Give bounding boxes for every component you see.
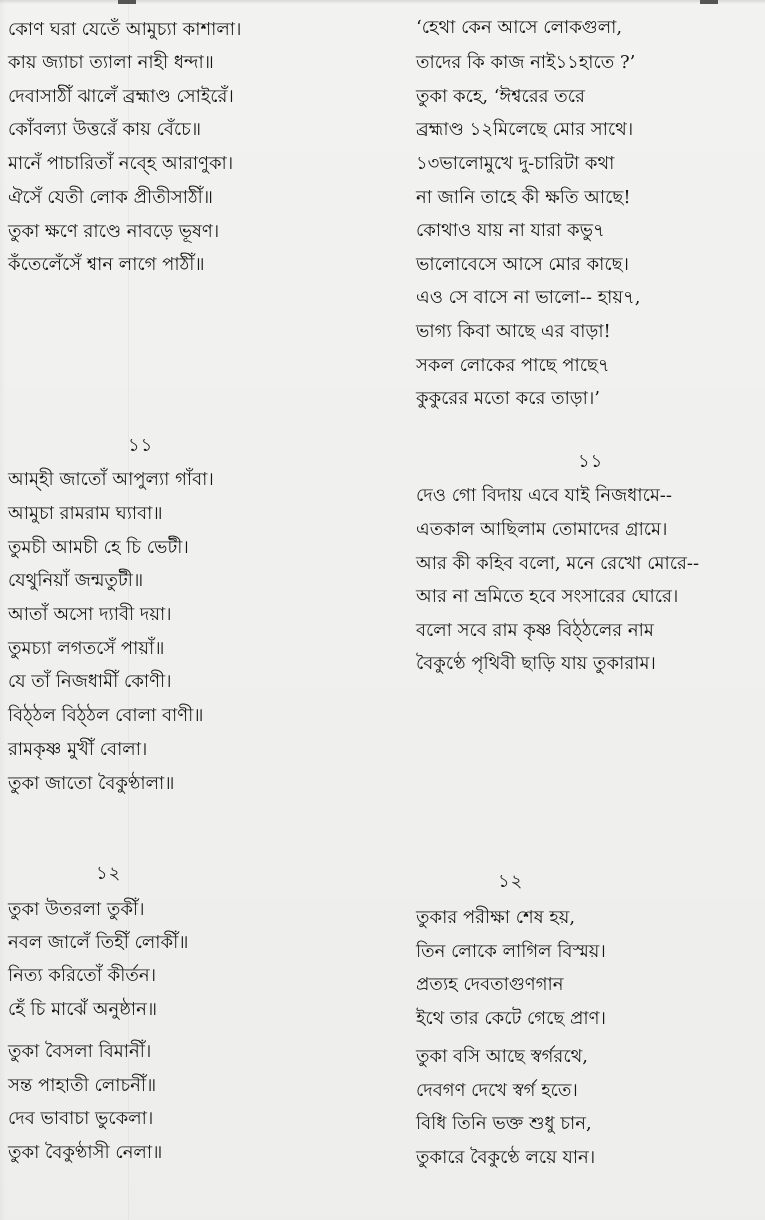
verse-line: তিন লোকে লাগিল বিস্ময়। <box>416 941 606 962</box>
verse-line: এতকাল আছিলাম তোমাদের গ্রামে। <box>416 519 668 540</box>
verse-line: না জানি তাহে কী ক্ষতি আছে! <box>416 187 631 208</box>
verse-line: তুকা বৈকুণ্ঠাসী নেলা॥ <box>8 1142 163 1163</box>
verse-line: তুকা বৈসলা বিমানীঁ। <box>8 1041 152 1062</box>
verse-line: কোঁবল্যা উত্তরেঁ কায় বেঁচে॥ <box>8 119 202 140</box>
verse-line: ভালোবেসে আসে মোর কাছে। <box>416 254 629 275</box>
verse-line: যেথুনিয়াঁ জন্মতুটী॥ <box>8 570 144 591</box>
verse-line: যে তাঁ নিজধামীঁ কোণী। <box>8 671 172 692</box>
verse-line: কোণ ঘরা যেতেঁ আমুচ্যা কাশালা। <box>8 19 242 40</box>
verse-line: আতাঁ অসো দ্যাবী দয়া। <box>8 604 172 625</box>
verse-line: বিধি তিনি ভক্ত শুধু চান, <box>416 1113 592 1134</box>
verse-line: তাদের কি কাজ নাই১১হাতে ?’ <box>416 52 636 73</box>
verse-line: তুকা জাতো বৈকুণ্ঠালা॥ <box>8 773 175 794</box>
verse-line: ১৩ভালোমুখে দু-চারিটা কথা <box>416 153 615 174</box>
verse-line: কোথাও যায় না যারা কভু৭ <box>416 220 605 241</box>
verse-line: বলো সবে রাম কৃষ্ণ বিঠ্ঠলের নাম <box>416 620 654 641</box>
verse-line: তুকা উতরলা তুকীঁ। <box>8 899 145 920</box>
verse-line: তুমচ্যা লগতসেঁ পায়াঁ॥ <box>8 638 165 659</box>
verse-line: হেঁ চি মাঝেঁ অনুষ্ঠান॥ <box>8 999 158 1020</box>
section-number: ১২ <box>498 871 524 892</box>
left-column-marathi <box>8 0 378 1220</box>
right-column-bengali <box>416 0 761 1220</box>
verse-line: রামকৃষ্ণ মুখীঁ বোলা। <box>8 739 148 760</box>
verse-line: নবল জালেঁ তিহীঁ লোকীঁ॥ <box>8 932 189 953</box>
verse-line: তুকার পরীক্ষা শেষ হয়, <box>416 907 576 928</box>
verse-line: এও সে বাসে না ভালো-- হায়৭, <box>416 287 641 308</box>
verse-line: দেও গো বিদায় এবে যাই নিজধামে-- <box>416 485 672 506</box>
section-number: ১১ <box>128 435 154 456</box>
verse-line: প্রত্যহ দেবতাগুণগান <box>416 974 564 995</box>
verse-line: আমুচা রামরাম ঘ্যাবা॥ <box>8 503 163 524</box>
verse-line: তুমচী আমচী হে চি ভেটী। <box>8 537 189 558</box>
verse-line: বৈকুণ্ঠে পৃথিবী ছাড়ি যায় তুকারাম। <box>416 653 656 674</box>
section-number: ১১ <box>578 451 604 472</box>
verse-line: কায় জ্যাচা ত্যালা নাহী ধন্দা॥ <box>8 52 214 73</box>
verse-line: সন্ত পাহাতী লোচনীঁ॥ <box>8 1075 157 1096</box>
verse-line: আর না ভ্রমিতে হবে সংসারের ঘোরে। <box>416 586 679 607</box>
verse-line: দেব ভাবাচা ভুকেলা। <box>8 1108 154 1129</box>
verse-line: ভাগ্য কিবা আছে এর বাড়া! <box>416 321 611 342</box>
verse-line: তুকা বসি আছে স্বর্গরথে, <box>416 1046 588 1067</box>
verse-line: আম্হী জাতোঁ আপুল্যা গাঁবা। <box>8 469 214 490</box>
verse-line: আর কী কহিব বলো, মনে রেখো মোরে-- <box>416 553 700 574</box>
verse-line: কঁতেলেঁসেঁ শ্বান লাগে পাঠীঁ॥ <box>8 254 205 275</box>
verse-line: ঐসেঁ যেতী লোক প্রীতীসাঠীঁ॥ <box>8 187 213 208</box>
verse-line: তুকা কহে, ‘ঈশ্বরের তরে <box>416 86 585 107</box>
verse-line: ব্রহ্মাণ্ড ১২মিলেছে মোর সাথে। <box>416 119 634 140</box>
verse-line: তুকা ক্ষণে রাণ্ডে নাবড়ে ভূষণ। <box>8 221 220 242</box>
verse-line: বিঠ্ঠল বিঠ্ঠল বোলা বাণী॥ <box>8 705 204 726</box>
section-number: ১২ <box>96 863 122 884</box>
verse-line: সকল লোকের পাছে পাছে৭ <box>416 355 610 376</box>
verse-line: মানেঁ পাচারিতাঁ নব্হে আরাণুকা। <box>8 153 234 174</box>
verse-line: নিত্য করিতোঁ কীর্তন। <box>8 965 157 986</box>
verse-line: ‘হেথা কেন আসে লোকগুলা, <box>416 17 623 38</box>
verse-line: দেবগণ দেখে স্বর্গ হতে। <box>416 1080 578 1101</box>
verse-line: ইথে তার কেটে গেছে প্রাণ। <box>416 1008 606 1029</box>
verse-line: দেবাসাঠীঁ ঝালেঁ ব্রহ্মাণ্ড সোইরেঁ। <box>8 86 234 107</box>
verse-line: কুকুরের মতো করে তাড়া।’ <box>416 388 601 409</box>
verse-line: তুকারে বৈকুণ্ঠে লয়ে যান। <box>416 1147 596 1168</box>
